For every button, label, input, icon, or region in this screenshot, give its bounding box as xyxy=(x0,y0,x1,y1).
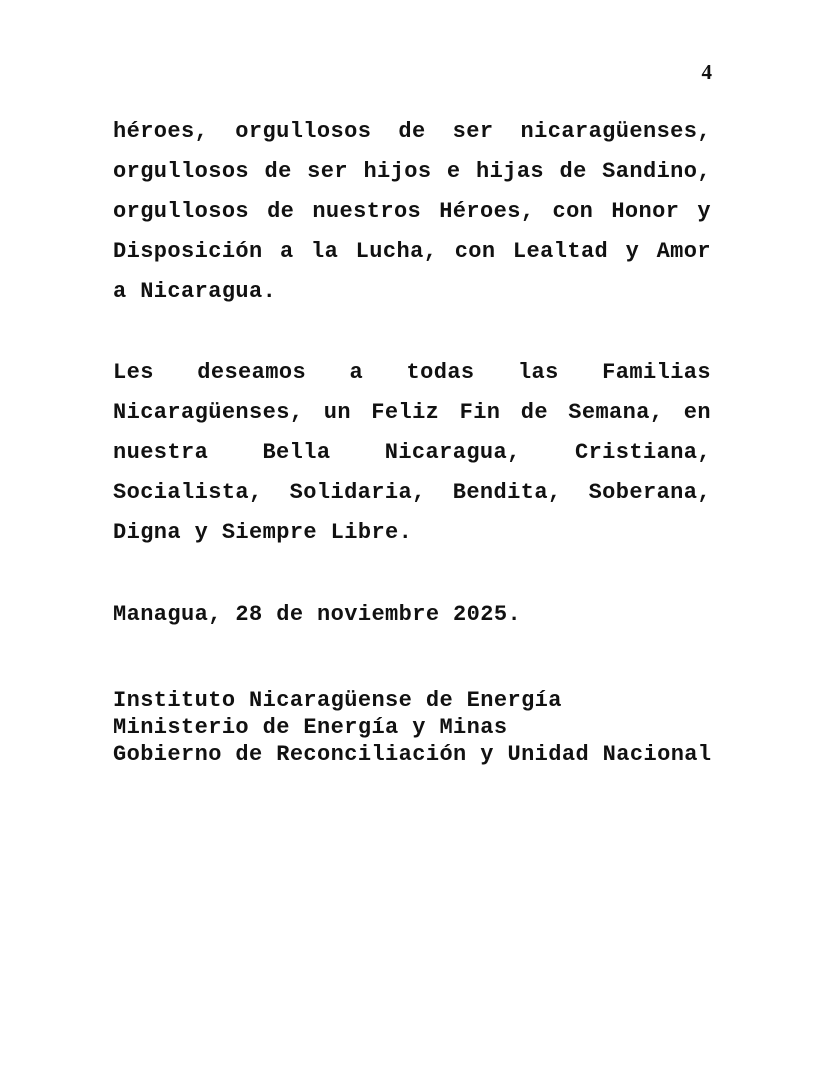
signature-block xyxy=(113,687,711,768)
paragraph-heroes: héroes, orgullosos de ser nicaragüenses, orgullosos de ser hijos e hijas de Sandino, orgullosos de nuestros Héroes, con Honor y Disposición a la Lucha, con Lealtad y Amor a Nicaragua. xyxy=(113,119,711,304)
page-number: 4 xyxy=(701,60,712,84)
signature-institution-2: Ministerio de Energía y Minas xyxy=(113,715,508,740)
dateline: Managua, 28 de noviembre 2025. xyxy=(113,602,522,627)
paragraph-wishes: Les deseamos a todas las Familias Nicaragüenses, un Feliz Fin de Semana, en nuestra Bella Nicaragua, Cristiana, Socialista, Solidaria, Bendita, Soberana, Digna y Siempre Libre. xyxy=(113,360,711,545)
signature-institution-1: Instituto Nicaragüense de Energía xyxy=(113,688,562,713)
signature-institution-3: Gobierno de Reconciliación y Unidad Nacional xyxy=(113,742,712,767)
document-body xyxy=(113,112,711,768)
